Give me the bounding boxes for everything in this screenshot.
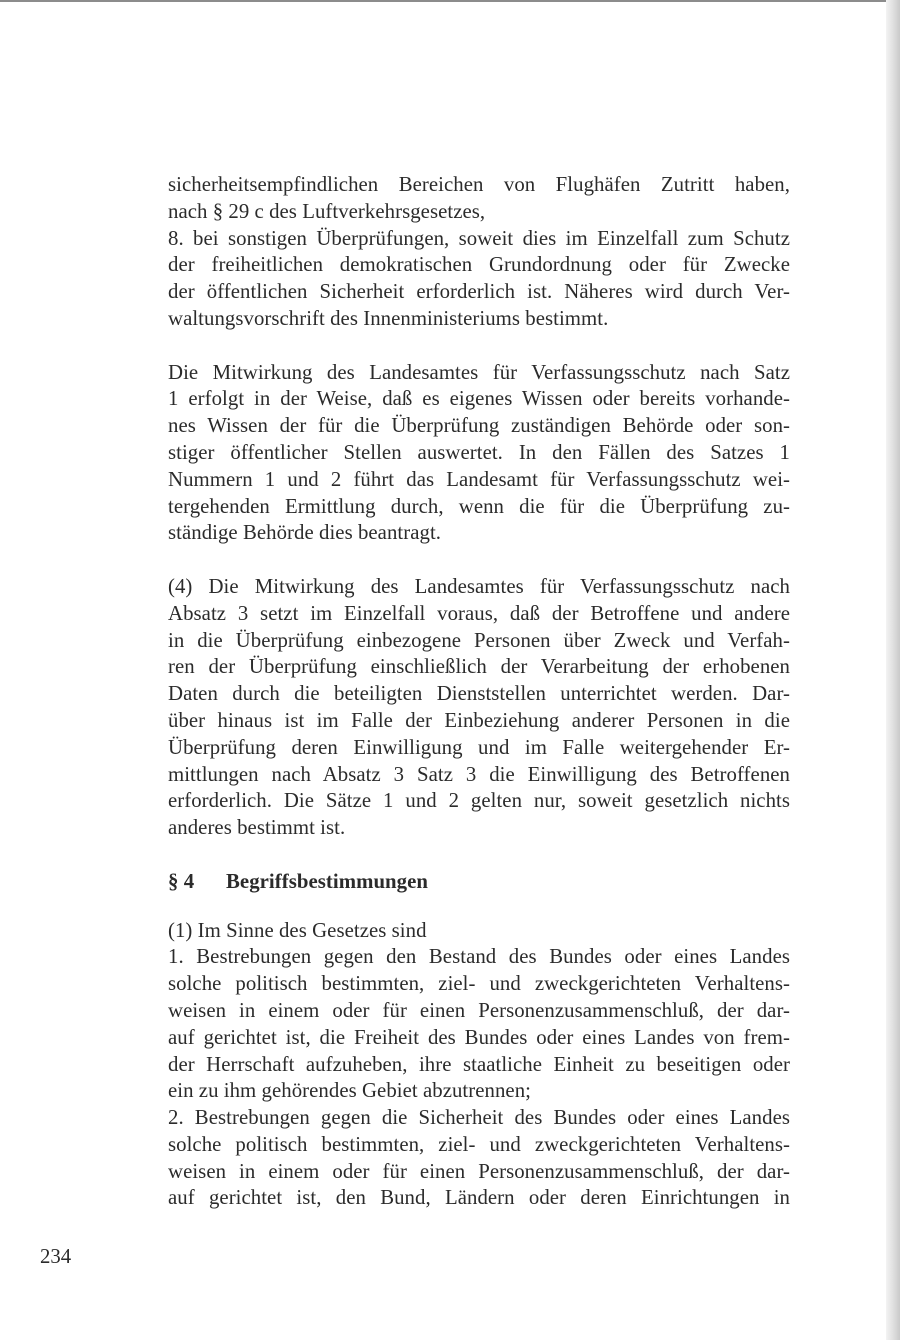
- text-line: der freiheitlichen demokratischen Grundordnung oder für Zwecke: [168, 253, 790, 277]
- text-line: (1) Im Sinne des Gesetzes sind: [168, 918, 427, 942]
- text-line: waltungsvorschrift des Innenministeriums bestimmt.: [168, 306, 609, 330]
- text-line: weisen in einem oder für einen Personenzusammenschluß, der dar-: [168, 998, 790, 1022]
- paragraph-gap: [168, 842, 790, 869]
- page-number: 234: [40, 1245, 72, 1268]
- section-heading: [168, 869, 790, 896]
- text-line: weisen in einem oder für einen Personenzusammenschluß, der dar-: [168, 1159, 790, 1183]
- text-line: Die Mitwirkung des Landesamtes für Verfassungsschutz nach Satz: [168, 360, 790, 384]
- text-line: tergehenden Ermittlung durch, wenn die für die Überprüfung zu-: [168, 494, 790, 518]
- text-line: Daten durch die beteiligten Dienststellen unterrichtet werden. Dar-: [168, 682, 790, 706]
- section-number: § 4: [168, 869, 195, 893]
- text-line: ständige Behörde dies beantragt.: [168, 521, 442, 545]
- paragraph-gap: [168, 333, 790, 360]
- paragraph-absatz-4: [168, 574, 790, 842]
- text-line: auf gerichtet ist, den Bund, Ländern oder deren Einrichtungen in: [168, 1186, 790, 1210]
- paragraph-gap: [168, 896, 790, 918]
- text-line: sicherheitsempfindlichen Bereichen von Flughäfen Zutritt haben,: [168, 173, 790, 196]
- text-line: über hinaus ist im Falle der Einbeziehung anderer Personen in die: [168, 708, 790, 732]
- text-line: der öffentlichen Sicherheit erforderlich ist. Näheres wird durch Ver-: [168, 280, 790, 304]
- text-line: mittlungen nach Absatz 3 Satz 3 die Einwilligung des Betroffenen: [168, 762, 790, 786]
- paragraph-gap: [168, 547, 790, 574]
- section-title: Begriffsbestimmungen: [226, 869, 429, 893]
- page-edge-shadow: [886, 0, 900, 1340]
- text-line: (4) Die Mitwirkung des Landesamtes für Verfassungsschutz nach: [168, 574, 790, 598]
- text-line: 1 erfolgt in der Weise, daß es eigenes Wissen oder bereits vorhande-: [168, 387, 790, 411]
- text-line: solche politisch bestimmten, ziel- und zweckgerichteten Verhaltens-: [168, 1132, 790, 1156]
- body-text: [168, 172, 790, 1212]
- text-line: Nummern 1 und 2 führt das Landesamt für Verfassungsschutz wei-: [168, 467, 790, 491]
- text-line: in die Überprüfung einbezogene Personen über Zweck und Verfah-: [168, 628, 790, 652]
- paragraph-begriffe: [168, 918, 790, 1213]
- text-line: auf gerichtet ist, die Freiheit des Bundes oder eines Landes von frem-: [168, 1025, 790, 1049]
- text-line: 1. Bestrebungen gegen den Bestand des Bundes oder eines Landes: [168, 945, 790, 969]
- text-line: ein zu ihm gehörendes Gebiet abzutrennen;: [168, 1079, 531, 1103]
- paragraph-continuation: [168, 172, 790, 333]
- text-line: solche politisch bestimmten, ziel- und zweckgerichteten Verhaltens-: [168, 972, 790, 996]
- text-line: nes Wissen der für die Überprüfung zuständigen Behörde oder son-: [168, 414, 790, 438]
- text-line: der Herrschaft aufzuheben, ihre staatliche Einheit zu beseitigen oder: [168, 1052, 790, 1076]
- text-line: 8. bei sonstigen Überprüfungen, soweit dies im Einzelfall zum Schutz: [168, 226, 790, 250]
- text-line: ren der Überprüfung einschließlich der Verarbeitung der erhobenen: [168, 655, 790, 679]
- text-line: stiger öffentlicher Stellen auswertet. In den Fällen des Satzes 1: [168, 440, 790, 464]
- text-line: Absatz 3 setzt im Einzelfall voraus, daß der Betroffene und andere: [168, 601, 790, 625]
- text-line: erforderlich. Die Sätze 1 und 2 gelten nur, soweit gesetzlich nichts: [168, 789, 790, 813]
- text-line: Überprüfung deren Einwilligung und im Falle weitergehender Er-: [168, 735, 790, 759]
- paragraph-mitwirkung: [168, 360, 790, 548]
- text-line: nach § 29 c des Luftverkehrsgesetzes,: [168, 199, 486, 223]
- text-line: anderes bestimmt ist.: [168, 816, 346, 840]
- text-line: 2. Bestrebungen gegen die Sicherheit des Bundes oder eines Landes: [168, 1106, 790, 1130]
